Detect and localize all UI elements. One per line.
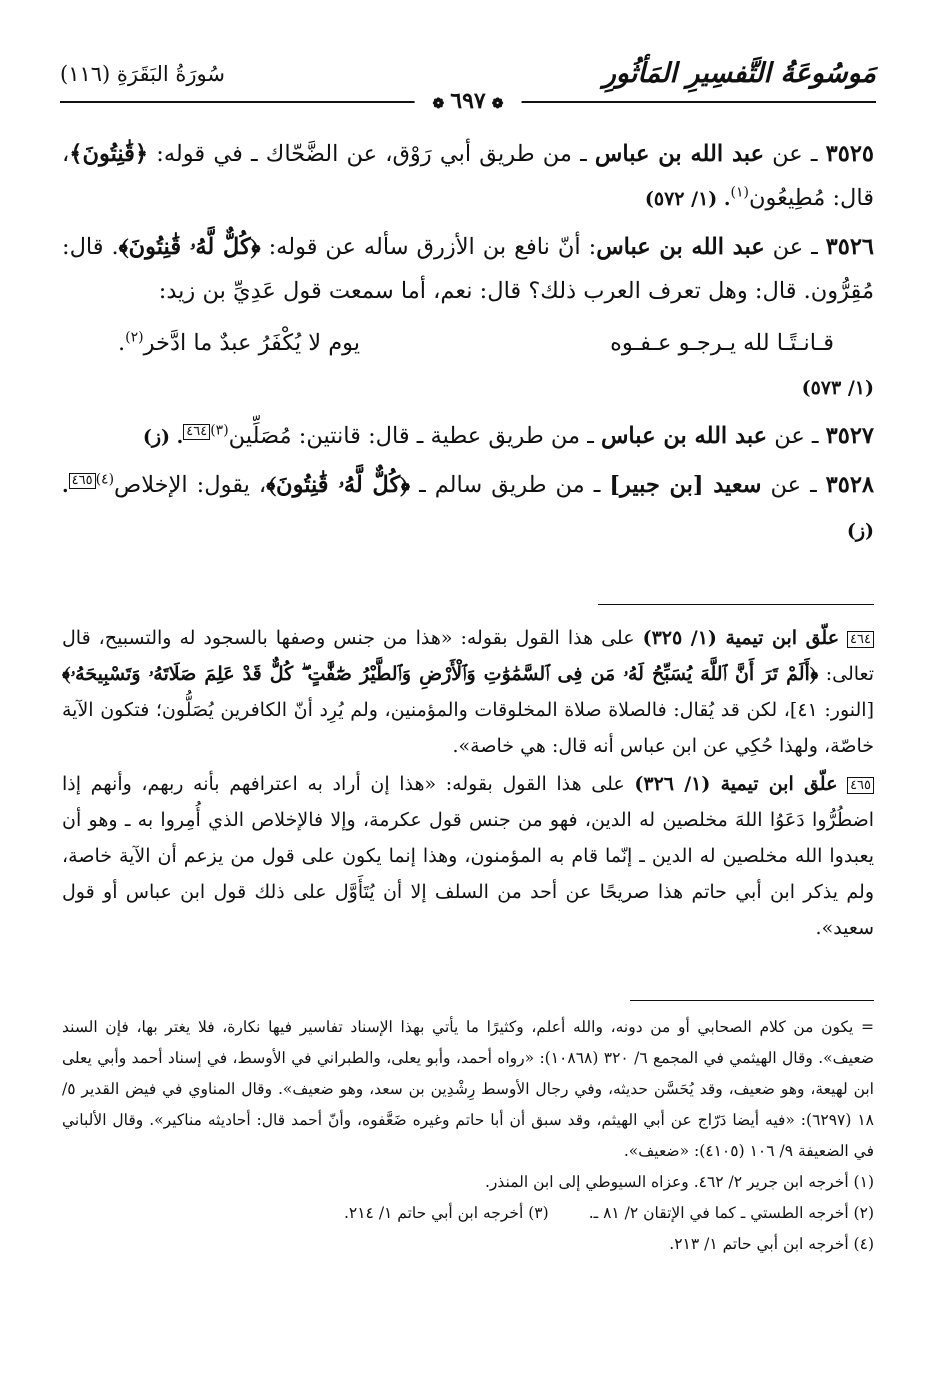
ornament-icon: ❁ xyxy=(432,96,445,112)
poem-hemistich-left: يوم لا يُكْفَرُ عبدٌ ما ادَّخر xyxy=(143,330,361,356)
page-number: ٦٩٧ xyxy=(450,88,486,114)
entry-text: . قال: مُقِرُّون. قال: وهل تعرف العرب ذلك؟ قال: نعم، أما سمعت قول عَدِيِّ بن زيد: xyxy=(62,234,874,304)
entry-3526-ref xyxy=(62,365,874,410)
main-text xyxy=(62,132,874,553)
entry-number: ٣٥٢٦ xyxy=(825,234,875,260)
note-464 xyxy=(62,620,874,764)
source-ref: . (١/ ٥٧٢) xyxy=(644,188,731,210)
source-ref: . (ز) xyxy=(62,475,874,542)
page-number-box xyxy=(415,88,522,114)
entry-text: ـ من طريق عطية ـ قال: قانتين: مُصَلِّين xyxy=(228,423,601,449)
note-lead: علّق ابن تيمية (١/ ٣٢٦) xyxy=(634,773,838,795)
note-lead: علّق ابن تيمية (١/ ٣٢٥) xyxy=(642,627,840,649)
footnote-2: (٢) أخرجه الطستي ـ كما في الإتقان ٢/ ٨١ ـ. xyxy=(588,1204,874,1222)
footnote-marker: (٢) xyxy=(125,329,144,346)
footnote-marker: (١) xyxy=(730,184,749,201)
note-text: على هذا القول بقوله: «هذا إن أراد به اعترافهم بأنه ربهم، وأنهم إذا اضطُرُّوا دَعَوُا اللهَ مخلصين له الدين، فهو من جنس قول عكرمة، وإلا فالإخلاص الذي أُمِروا به ـ وهو أن يعبدوا الله مخلصين له الدين ـ إنّما قام به المؤمنون، وهذا إنما يكون على قول من يزعم أن الآية خاصة، ولم يذكر ابن أبي حاتم هذا صريحًا عن أحد من السلف إلا أن يُتَأَوَّل على ذلك قول ابن عباس أو قول سعيد». xyxy=(62,773,874,939)
entry-text: ـ من طريق سالم ـ xyxy=(410,472,610,498)
entry-text: ، قال: مُطِيعُون xyxy=(62,141,874,211)
narrator-name: عبد الله بن عباس xyxy=(600,423,768,449)
footnote-marker: (٤) xyxy=(95,471,115,488)
commentary-notes xyxy=(62,620,874,946)
entry-text: ، يقول: الإخلاص xyxy=(114,472,267,498)
entry-number: ٣٥٢٨ xyxy=(825,472,875,498)
narrator-name: سعيد [بن جبير] xyxy=(609,472,762,498)
entry-3527 xyxy=(62,414,874,459)
note-box-ref: ٤٦٤ xyxy=(183,424,210,440)
note-box-number: ٤٦٥ xyxy=(847,777,874,794)
footnote-continuation: = يكون من كلام الصحابي أو من دونه، والله أعلم، وكثيرًا ما يأتي بهذا الإسناد تفاسير فيها نكارة، فلا يغتر بها، فإن السند ضعيف». وقال الهيثمي في المجمع ٦/ ٣٢٠ (١٠٨٦٨): «رواه أحمد، وأبو يعلى، والطبراني في الأوسط، في إسناد أحمد وأبي يعلى ابن لهيعة، وهو ضعيف، وقد يُحَسَّن حديثه، وفي رجال الأوسط رِشْدِين بن سعد، وهو ضعيف». وقال المناوي في فيض القدير ٥/ ١٨ (٦٢٩٧): «فيه أيضا دَرّاج عن أبي الهيثم، وقد سبق أن أبا حاتم وغيره ضَعَّفوه، وأنّ أحمد قال: أحاديثه مناكير». وقال الألباني في الضعيفة ٩/ ١٠٦ (٤١٠٥): «ضعيف». xyxy=(62,1018,875,1160)
note-465 xyxy=(62,766,874,946)
entry-3526 xyxy=(62,225,874,313)
quran-quote: ﴿كُلٌّ لَّهُۥ قَٰنِتُونَ﴾ xyxy=(266,472,411,498)
footnote-3: (٣) أخرجه ابن أبي حاتم ١/ ٢١٤. xyxy=(343,1204,549,1222)
footnote-row xyxy=(62,1198,874,1229)
poem-hemistich-right: قـانـتًـا لله يـرجـو عـفـوه xyxy=(610,330,834,356)
entry-text: ـ من طريق أبي رَوْق، عن الضَّحّاك ـ في قوله: xyxy=(148,141,595,167)
narrator-name: عبد الله بن عباس xyxy=(596,234,765,260)
source-ref: . (ز) xyxy=(142,426,184,448)
page-header xyxy=(60,58,876,114)
footnote-marker: (٣) xyxy=(210,422,229,439)
separator-line xyxy=(630,1000,874,1001)
entry-number: ٣٥٢٥ xyxy=(825,141,874,167)
book-title: مَوسُوعَةُ التَّفسِيرِ المَأثُورِ xyxy=(602,58,876,89)
separator-line xyxy=(598,604,874,605)
poem-hemistich-left-wrap: يوم لا يُكْفَرُ عبدٌ ما ادَّخر$^{(٢)}$. xyxy=(118,329,361,356)
note-text: على هذا القول بقوله: «هذا من جنس وصفها بالسجود له والتسبيح، قال تعالى: xyxy=(62,627,874,685)
entry-text: ـ عن xyxy=(764,234,818,260)
note-box-number: ٤٦٤ xyxy=(847,631,874,648)
footnote-4: (٤) أخرجه ابن أبي حاتم ١/ ٢١٣. xyxy=(669,1235,874,1253)
note-text: [النور: ٤١]، لكن قد يُقال: فالصلاة صلاة المخلوقات والمؤمنين، ولم يُرِد أنّ الكافرين يُصَلُّون؛ فتكون الآية خاصّة، ولهذا حُكِي عن ابن عباس أنه قال: هي خاصة». xyxy=(62,699,874,757)
ornament-icon: ❁ xyxy=(491,96,504,112)
quran-quote: ﴿كُلٌّ لَّهُۥ قَٰنِتُونَ﴾ xyxy=(118,234,261,260)
narrator-name: عبد الله بن عباس xyxy=(594,141,764,167)
entry-3528 xyxy=(62,463,874,553)
entry-number: ٣٥٢٧ xyxy=(825,423,874,449)
quran-quote: ﴿قَٰنِتُونَ﴾ xyxy=(69,141,149,167)
source-ref: (١/ ٥٧٣) xyxy=(801,377,874,399)
entry-3525 xyxy=(62,132,874,221)
note-box-ref: ٤٦٥ xyxy=(69,473,96,489)
entry-text: ـ عن xyxy=(767,423,819,449)
footnotes xyxy=(62,1012,874,1260)
entry-text: ـ عن xyxy=(761,472,817,498)
entry-text: ـ عن xyxy=(764,141,818,167)
entry-text: : أنّ نافع بن الأزرق سأله عن قوله: xyxy=(260,234,597,260)
poem-verse xyxy=(62,321,874,365)
footnote-1: (١) أخرجه ابن جرير ٢/ ٤٦٢. وعزاه السيوطي إلى ابن المنذر. xyxy=(484,1173,874,1191)
quran-quote: ﴿أَلَمْ تَرَ أَنَّ ٱللَّهَ يُسَبِّحُ لَهُۥ مَن فِى ٱلسَّمَٰوَٰتِ وَٱلْأَرْضِ وَٱلطَّيْرُ صَٰٓفَّٰتٍ ۖ كُلٌّ قَدْ عَلِمَ صَلَاتَهُۥ وَتَسْبِيحَهُۥ﴾ xyxy=(62,663,819,685)
surah-label: سُورَةُ البَقَرَةِ (١١٦) xyxy=(60,62,225,86)
